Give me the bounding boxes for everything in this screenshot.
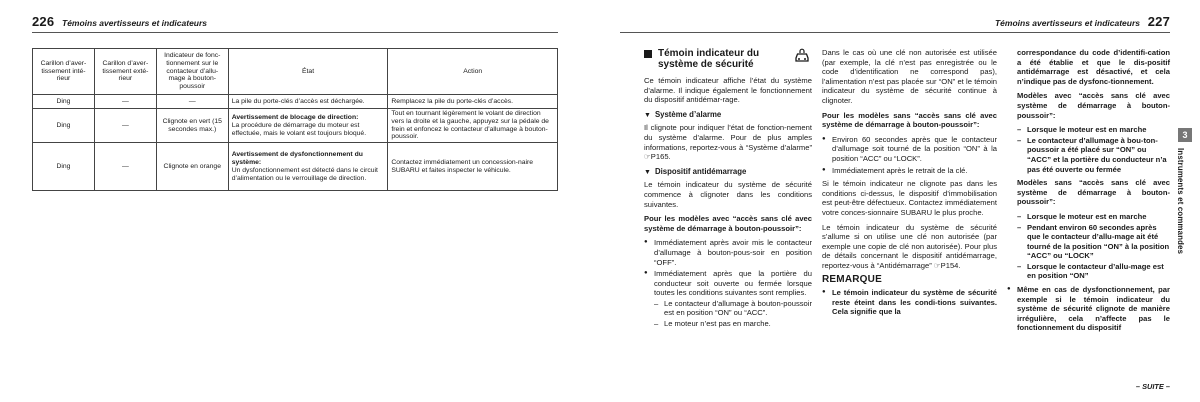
- left-header-rule: [32, 32, 558, 33]
- subheading-immobilizer: [644, 167, 812, 178]
- continued-marker: – SUITE –: [1135, 382, 1170, 391]
- security-car-icon: [794, 48, 810, 64]
- subheading-text: Système d’alarme: [654, 109, 722, 119]
- table-cell: Ding: [33, 95, 95, 109]
- table-cell: [228, 95, 388, 109]
- paragraph: Dans le cas où une clé non autorisée est utilisée (par exemple, la clé n’est pas enregistrée ou le code d’identification ne correspond pas), l’alimentation n’est pas placée sur “ON” et le témoin indicateur du système de sécurité continue à clignoter.: [822, 48, 997, 105]
- text-column-3: [1007, 48, 1170, 337]
- models-heading: Pour les modèles avec “accès sans clé avec système de démarrage à bouton-poussoir”:: [644, 214, 812, 233]
- models-heading: Pour les modèles sans “accès sans clé avec système de démarrage à bouton-poussoir”:: [822, 110, 997, 130]
- right-page-header-title: Témoins avertisseurs et indicateurs: [994, 18, 1140, 28]
- table-header-row: [33, 49, 558, 95]
- text-column-2: [822, 48, 997, 321]
- section-title: [644, 48, 812, 70]
- table-cell: —: [94, 143, 156, 191]
- state-text: La pile du porte-clés d’accès est déchargée.: [231, 97, 365, 105]
- immobilizer-paragraph: Le témoin indicateur du système de sécurité commence à clignoter dans les conditions suivantes.: [644, 180, 812, 209]
- state-heading: Avertissement de dysfonctionnement du système:: [231, 151, 363, 166]
- table-cell: Remplacez la pile du porte-clés d’accès.: [388, 95, 558, 109]
- table-header-cell: Carillon d’aver-tissement exté-rieur: [94, 49, 156, 95]
- list-item: – Lorsque le moteur est en marche: [1017, 125, 1170, 135]
- warning-table: [32, 48, 558, 191]
- text-column-1: [644, 48, 812, 333]
- table-cell: —: [94, 95, 156, 109]
- table-cell: Ding: [33, 143, 95, 191]
- chapter-tab-text: Instruments et commandes: [1176, 148, 1185, 255]
- state-text: Un dysfonctionnement est détecté dans le circuit d’alimentation ou le verrouillage de direction.: [231, 166, 378, 182]
- state-text: La procédure de démarrage du moteur est effectuée, mais le volant est toujours bloqué.: [231, 121, 367, 137]
- list-item: ● Même en cas de dysfonctionnement, par exemple si le témoin indicateur du système de sécurité clignote de manière irrégulière, cela n’affecte pas le fonctionnement du dispositif: [1007, 285, 1170, 333]
- table-header-cell: Action: [388, 49, 558, 95]
- table-cell: Tout en tournant légèrement le volant de direction vers la droite et la gauche, appuyez sur la pédale de frein et enfoncez le contacteur d’allumage à bouton-poussoir.: [388, 109, 558, 143]
- bullet-list: [644, 238, 812, 328]
- list-item: – Le moteur n’est pas en marche.: [654, 319, 812, 329]
- table-cell: [228, 109, 388, 143]
- paragraph: Si le témoin indicateur ne clignote pas dans les conditions ci-dessus, le dispositif d’immobilisation est peut-être défectueux. Contactez immédiatement votre conces-sionnaire SUBARU le plus proche.: [822, 179, 997, 217]
- table-header-cell: Carillon d’aver-tissement inté-rieur: [33, 49, 95, 95]
- subheading-text: Dispositif antidémarrage: [654, 166, 747, 176]
- right-page-header: [620, 14, 1170, 34]
- dash-list: [1007, 125, 1170, 174]
- remark-list: [822, 288, 997, 317]
- right-page-number: 227: [1147, 14, 1170, 29]
- bullet-list: [1007, 285, 1170, 333]
- list-item: – Le contacteur d’allumage à bou-ton-poussoir a été placé sur “ON” ou “ACC” et la portière du conducteur n’a pas été ouverte ou fermée: [1017, 136, 1170, 174]
- right-page: [600, 0, 1200, 402]
- list-item: – Lorsque le contacteur d’allu-mage est en position “ON”: [1017, 262, 1170, 281]
- list-item: ● Immédiatement après avoir mis le contacteur d’allumage à bouton-pous-soir en position “OFF”.: [644, 238, 812, 267]
- continued-paragraph: correspondance du code d’identifi-cation a été établie et que le dis-positif antidémarrage est désactivé, et cela n’indique pas de dysfonc-tionnement.: [1017, 48, 1170, 86]
- table-cell: Clignote en orange: [156, 143, 228, 191]
- list-item: ● Environ 60 secondes après que le contacteur d’allumage soit tourné de la position “ON” à la position “ACC” ou “LOCK”.: [822, 135, 997, 164]
- table-row: [33, 109, 558, 143]
- list-item-text: Immédiatement après que la portière du conducteur soit ouverte ou fermée lorsque toutes les conditions suivantes sont remplies.: [654, 269, 812, 298]
- left-page-number: 226: [32, 14, 55, 29]
- dash-list: [1007, 212, 1170, 281]
- table-cell: Ding: [33, 109, 95, 143]
- left-page-header-title: Témoins avertisseurs et indicateurs: [62, 18, 208, 28]
- alarm-paragraph: Il clignote pour indiquer l’état de fonction-nement du système d’alarme. Pour de plus amples informations, reportez-vous à “Système d’alarme” ☞P165.: [644, 123, 812, 162]
- table-cell: Contactez immédiatement un concession-naire SUBARU et faites inspecter le véhicule.: [388, 143, 558, 191]
- table-cell: —: [156, 95, 228, 109]
- models-heading: Modèles sans “accès sans clé avec système de démarrage à bouton-poussoir”:: [1017, 178, 1170, 207]
- square-bullet-icon: [644, 50, 652, 58]
- chapter-tab: 3: [1178, 128, 1192, 142]
- right-header-rule: [620, 32, 1170, 33]
- list-item: ● Immédiatement après le retrait de la clé.: [822, 166, 997, 176]
- intro-paragraph: Ce témoin indicateur affiche l’état du système d’alarme. Il indique également le fonctionnement du dispositif antidémar-rage.: [644, 76, 812, 105]
- triangle-down-icon: ▼: [644, 168, 651, 176]
- models-heading: Modèles avec “accès sans clé avec système de démarrage à bouton-poussoir”:: [1017, 91, 1170, 120]
- left-page-header: [32, 14, 558, 34]
- table-row: [33, 143, 558, 191]
- section-title-text: Témoin indicateur du système de sécurité: [658, 48, 760, 70]
- table-cell: Clignote en vert (15 secondes max.): [156, 109, 228, 143]
- state-heading: Avertissement de blocage de direction:: [231, 113, 359, 121]
- list-item: ● Le témoin indicateur du système de sécurité reste éteint dans les condi-tions suivantes. Cela signifie que la: [822, 288, 997, 317]
- list-item: – Lorsque le moteur est en marche: [1017, 212, 1170, 222]
- list-item: [644, 269, 812, 329]
- paragraph: Le témoin indicateur du système de sécurité s’allume si on utilise une clé non autorisée (par exemple une copie de clé non autorisée). Pour plus de détails concernant le dispositif antidémarrage, reportez-vous à “Antidémarrage” ☞P154.: [822, 222, 997, 270]
- remark-title: REMARQUE: [822, 274, 882, 286]
- list-item: – Le contacteur d’allumage à bouton-poussoir est en position “ON” ou “ACC”.: [654, 299, 812, 318]
- subheading-alarm: [644, 110, 812, 121]
- table-cell: —: [94, 109, 156, 143]
- dash-list: [654, 299, 812, 329]
- table-row: [33, 95, 558, 109]
- table-header-cell: État: [228, 49, 388, 95]
- table-cell: [228, 143, 388, 191]
- list-item: – Pendant environ 60 secondes après que le contacteur d’allu-mage ait été tourné de la position “ON” à la position “ACC” ou “LOCK”: [1017, 223, 1170, 261]
- bullet-list: [822, 135, 997, 175]
- table-header-cell: Indicateur de fonc-tionnement sur le contacteur d’allu-mage à bouton-poussoir: [156, 49, 228, 95]
- triangle-down-icon: ▼: [644, 111, 651, 119]
